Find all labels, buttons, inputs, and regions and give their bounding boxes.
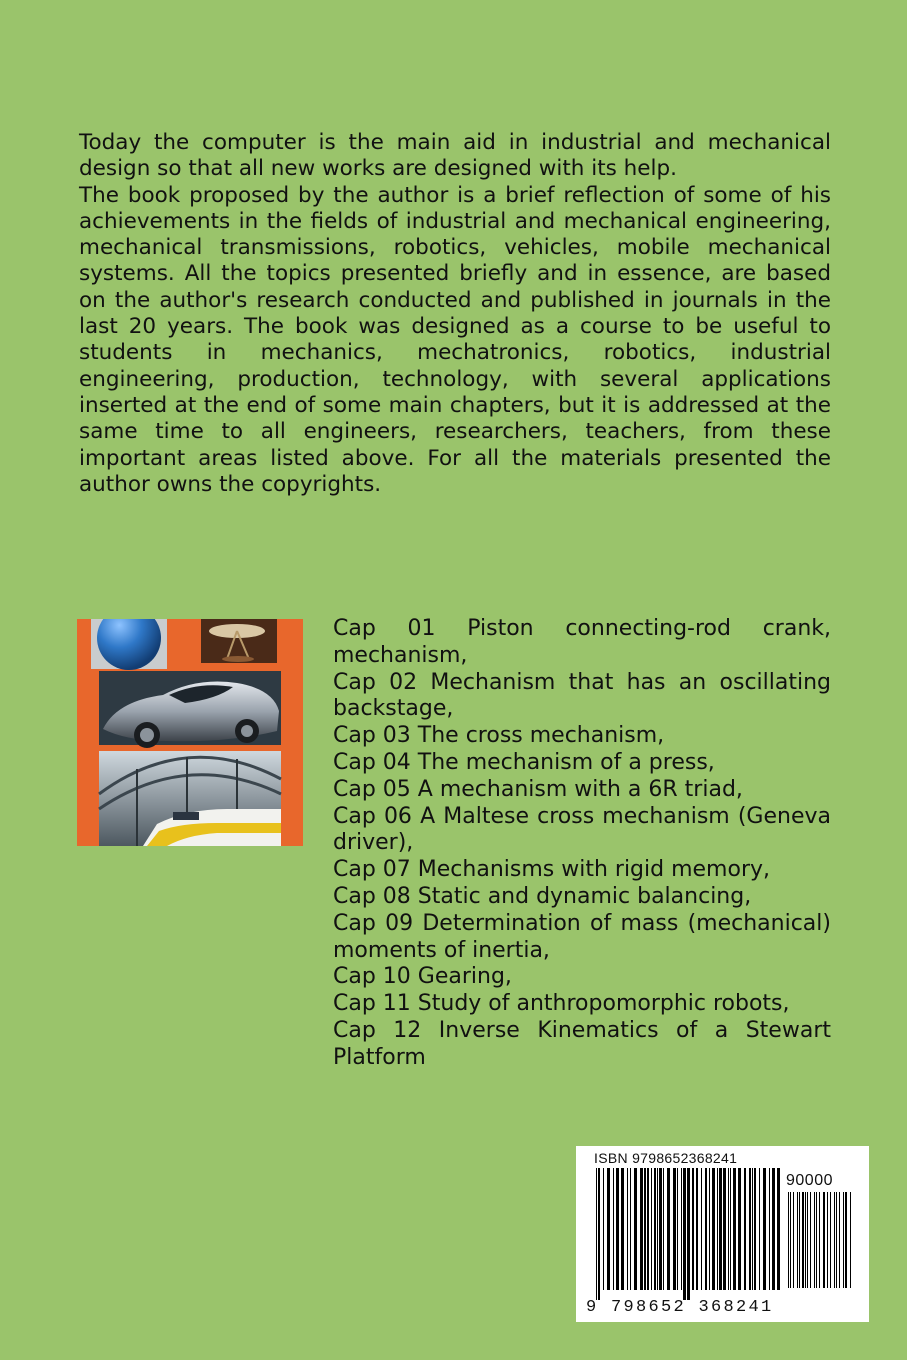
- chapter-item-09: Cap 09 Determination of mass (mechanical) moments of inertia,: [333, 910, 831, 963]
- barcode-bar: [772, 1168, 775, 1290]
- barcode-bar: [827, 1192, 828, 1288]
- barcode-bar: [712, 1168, 715, 1290]
- barcode-bar: [788, 1192, 789, 1288]
- barcode-bar: [709, 1168, 710, 1290]
- barcode-bar: [752, 1168, 753, 1290]
- barcode-bar: [830, 1192, 831, 1288]
- blurb-paragraph-2: The book proposed by the author is a brief reflection of some of his achievements in the fields of industrial and mechanical engineering, mechanical transmissions, robotics, vehicles, mobile mechanical systems. All the topics presented briefly and in essence, are based on the author's research conducted and published in journals in the last 20 years. The book was designed as a course to be useful to students in mechanics, mechatronics, robotics, industrial engineering, production, technology, with several applications inserted at the end of some main chapters, but it is addressed at the same time to all engineers, researchers, teachers, from these important areas listed above. For all the materials presented the author owns the copyrights.: [79, 182, 831, 497]
- barcode-bar: [677, 1168, 678, 1290]
- barcode-bar: [730, 1168, 731, 1290]
- chapter-item-04: Cap 04 The mechanism of a press,: [333, 749, 715, 775]
- barcode-bar: [754, 1168, 756, 1290]
- barcode-bar: [807, 1192, 808, 1288]
- isbn-digits: 9 798652 368241: [586, 1298, 774, 1317]
- barcode-bar: [839, 1192, 840, 1288]
- collage-graphic: [77, 619, 303, 846]
- barcode-bar: [644, 1168, 646, 1290]
- barcode-bar: [673, 1168, 676, 1290]
- chapter-item-05: Cap 05 A mechanism with a 6R triad,: [333, 776, 743, 802]
- barcode-bar: [763, 1168, 766, 1290]
- chapter-item-06: Cap 06 A Maltese cross mechanism (Geneva driver),: [333, 803, 831, 856]
- barcode-bar: [621, 1168, 624, 1290]
- barcode-bar: [696, 1168, 698, 1290]
- cover-collage-image: [77, 619, 303, 846]
- barcode-bar: [634, 1168, 637, 1290]
- barcode-bar: [843, 1192, 844, 1288]
- chapter-item-03: Cap 03 The cross mechanism,: [333, 723, 665, 749]
- barcode-bar: [850, 1192, 851, 1288]
- barcode-bar: [701, 1168, 702, 1290]
- chapter-item-02: Cap 02 Mechanism that has an oscillating backstage,: [333, 669, 831, 722]
- barcode-bar: [683, 1168, 686, 1300]
- chapter-item-07: Cap 07 Mechanisms with rigid memory,: [333, 857, 771, 883]
- barcode-bar: [733, 1168, 736, 1290]
- sports-car-image: [99, 671, 281, 748]
- chapter-item-10: Cap 10 Gearing,: [333, 964, 512, 990]
- barcode-bar: [717, 1168, 718, 1290]
- barcode-bar: [802, 1192, 804, 1288]
- barcode-bar: [603, 1168, 604, 1290]
- barcode-bar: [769, 1168, 770, 1290]
- barcode-bar: [659, 1168, 662, 1290]
- chapter-list: [333, 616, 831, 1072]
- chapter-item-11: Cap 11 Study of anthropomorphic robots,: [333, 991, 790, 1017]
- barcode-bar: [797, 1192, 798, 1288]
- barcode-bar: [777, 1168, 780, 1290]
- barcode-bar: [728, 1168, 729, 1290]
- barcode-bar: [719, 1168, 722, 1290]
- station-train-image: [99, 751, 281, 846]
- barcode-bar: [805, 1192, 806, 1288]
- barcode-bar: [640, 1168, 643, 1290]
- isbn-label: ISBN 9798652368241: [594, 1150, 738, 1166]
- barcode-bar: [814, 1192, 815, 1288]
- barcode-bar: [654, 1168, 656, 1290]
- barcode-bar: [630, 1168, 631, 1290]
- barcode-bar: [687, 1168, 690, 1300]
- barcode-bar: [744, 1168, 746, 1290]
- barcode-bar: [790, 1192, 791, 1288]
- barcode-bar: [692, 1168, 694, 1290]
- back-cover-blurb: [79, 130, 831, 498]
- barcode-bar: [681, 1168, 682, 1290]
- barcode-bar: [816, 1192, 817, 1288]
- barcode-bar: [810, 1192, 811, 1288]
- barcode-bar: [613, 1168, 614, 1290]
- price-code: 90000: [786, 1172, 833, 1189]
- blurb-paragraph-1: Today the computer is the main aid in industrial and mechanical design so that all new works are designed with its help.: [79, 130, 831, 182]
- blue-sphere-image: [91, 619, 167, 670]
- barcode-bar: [845, 1192, 847, 1288]
- chapter-item-08: Cap 08 Static and dynamic balancing,: [333, 883, 752, 909]
- barcode-bar: [705, 1168, 707, 1290]
- barcode-bar: [647, 1168, 649, 1290]
- barcode-bar: [759, 1168, 760, 1290]
- chapter-item-12: Cap 12 Inverse Kinematics of a Stewart Platform: [333, 1017, 831, 1070]
- isbn-barcode-block: [576, 1146, 869, 1322]
- barcode-bar: [749, 1168, 751, 1290]
- barcode-bar: [657, 1168, 658, 1290]
- barcode-bar: [598, 1168, 600, 1300]
- barcode-bar: [596, 1168, 597, 1300]
- barcode-bar: [663, 1168, 664, 1290]
- chapter-item-01: Cap 01 Piston connecting-rod crank, mechanism,: [333, 616, 831, 668]
- machine-photo-image: [201, 619, 277, 663]
- barcode-bars: [596, 1168, 782, 1300]
- barcode-addon-bars: [788, 1192, 854, 1298]
- barcode-bar: [607, 1168, 610, 1290]
- barcode-bar: [723, 1168, 726, 1290]
- barcode-bar: [667, 1168, 670, 1290]
- barcode-bar: [627, 1168, 628, 1290]
- barcode-bar: [823, 1192, 825, 1288]
- barcode-bar: [799, 1192, 800, 1288]
- barcode-bar: [819, 1192, 820, 1288]
- barcode-bar: [651, 1168, 652, 1290]
- barcode-bar: [793, 1192, 794, 1288]
- barcode-bar: [836, 1192, 837, 1288]
- barcode-bar: [738, 1168, 741, 1290]
- barcode-bar: [616, 1168, 619, 1290]
- barcode-bar: [834, 1192, 835, 1288]
